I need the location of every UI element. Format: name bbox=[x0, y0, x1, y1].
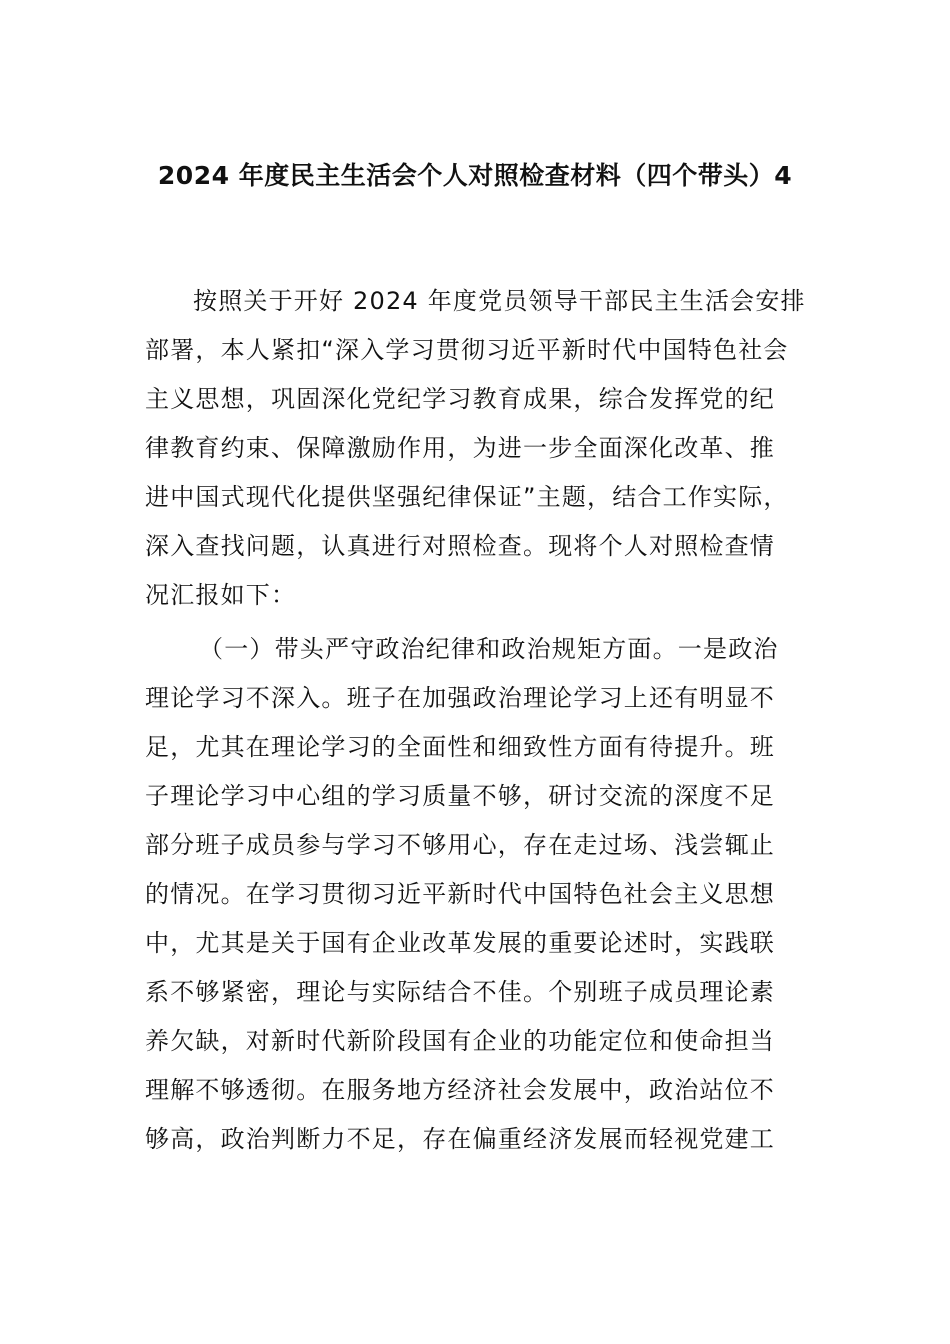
section-line: 养欠缺，对新时代新阶段国有企业的功能定位和使命担当 bbox=[145, 1027, 775, 1055]
intro-line: 况汇报如下： bbox=[145, 581, 297, 609]
intro-line: 进中国式现代化提供坚强纪律保证”主题，结合工作实际， bbox=[145, 483, 789, 511]
intro-line: 按照关于开好 2024 年度党员领导干部民主生活会安排 bbox=[193, 287, 806, 315]
section-one-paragraph bbox=[145, 625, 808, 1164]
section-line: 足，尤其在理论学习的全面性和细致性方面有待提升。班 bbox=[145, 733, 775, 761]
intro-line: 部署，本人紧扣“深入学习贯彻习近平新时代中国特色社会 bbox=[145, 336, 789, 364]
section-line: 够高，政治判断力不足，存在偏重经济发展而轻视党建工 bbox=[145, 1125, 775, 1153]
section-line: 子理论学习中心组的学习质量不够，研讨交流的深度不足 bbox=[145, 782, 775, 810]
section-line: 中，尤其是关于国有企业改革发展的重要论述时，实践联 bbox=[145, 929, 775, 957]
intro-line: 律教育约束、保障激励作用，为进一步全面深化改革、推 bbox=[145, 434, 775, 462]
section-heading-line: （一）带头严守政治纪律和政治规矩方面。一是政治 bbox=[199, 635, 779, 663]
document-title: 2024 年度民主生活会个人对照检查材料（四个带头）4 bbox=[157, 161, 793, 190]
section-line: 系不够紧密，理论与实际结合不佳。个别班子成员理论素 bbox=[145, 978, 775, 1006]
section-line: 部分班子成员参与学习不够用心，存在走过场、浅尝辄止 bbox=[145, 831, 775, 859]
intro-line: 深入查找问题，认真进行对照检查。现将个人对照检查情 bbox=[145, 532, 775, 560]
section-line: 理解不够透彻。在服务地方经济社会发展中，政治站位不 bbox=[145, 1076, 775, 1104]
intro-paragraph bbox=[145, 277, 808, 620]
section-line: 理论学习不深入。班子在加强政治理论学习上还有明显不 bbox=[145, 684, 775, 712]
section-line: 的情况。在学习贯彻习近平新时代中国特色社会主义思想 bbox=[145, 880, 775, 908]
intro-line: 主义思想，巩固深化党纪学习教育成果，综合发挥党的纪 bbox=[145, 385, 775, 413]
